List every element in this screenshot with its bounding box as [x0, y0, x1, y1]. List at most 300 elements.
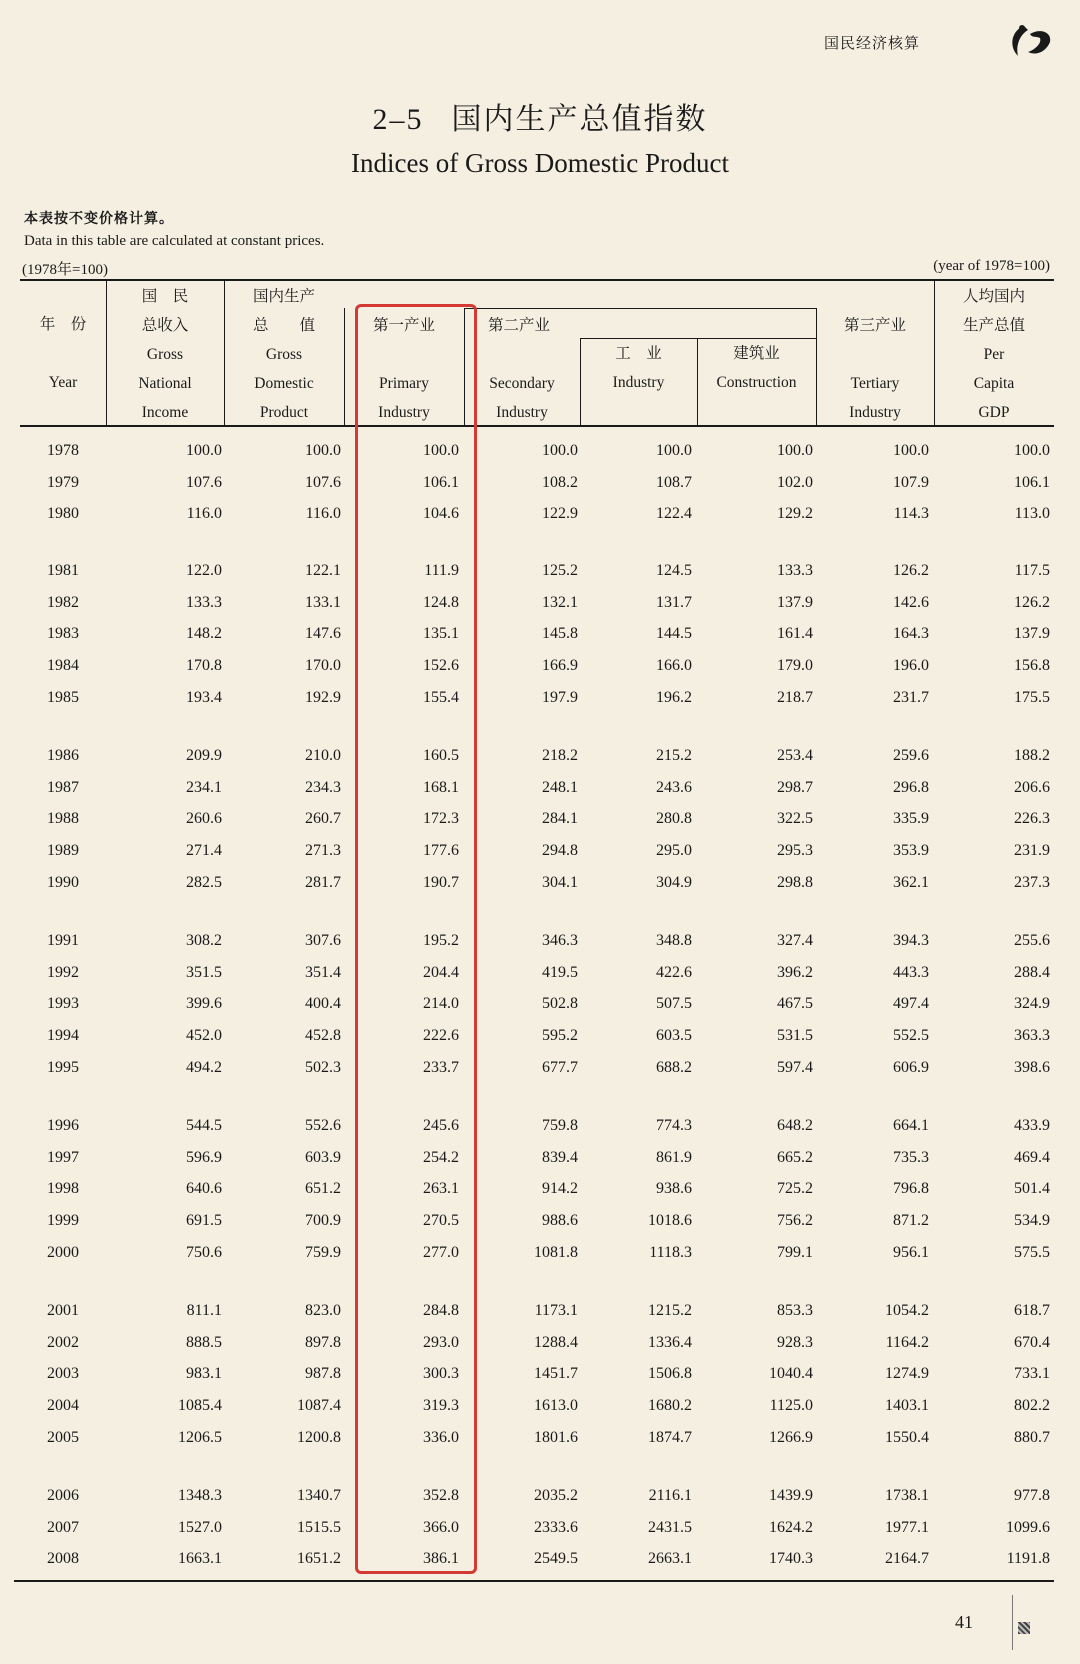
value-cell: 114.3: [893, 505, 929, 523]
value-cell: 823.0: [305, 1302, 341, 1319]
value-cell: 1288.4: [534, 1333, 578, 1351]
value-cell: 2333.6: [534, 1518, 578, 1536]
value-cell: 336.0: [423, 1428, 459, 1446]
value-cell: 750.6: [186, 1243, 222, 1261]
value-cell: 2663.1: [648, 1550, 692, 1568]
value-cell: 172.3: [423, 810, 459, 828]
table-row: [0, 1206, 1080, 1236]
value-cell: 111.9: [424, 562, 459, 579]
value-cell: 1663.1: [178, 1550, 222, 1568]
year-cell: 1999: [47, 1212, 79, 1230]
value-cell: 116.0: [305, 505, 341, 523]
value-cell: 606.9: [893, 1058, 929, 1076]
value-cell: 811.1: [186, 1302, 222, 1319]
value-cell: 155.4: [423, 688, 459, 706]
value-cell: 1515.5: [297, 1518, 341, 1536]
value-cell: 280.8: [656, 810, 692, 828]
header-year-en: Year: [48, 374, 78, 391]
value-cell: 234.1: [186, 778, 222, 796]
value-cell: 1527.0: [178, 1518, 222, 1536]
value-cell: 1740.3: [769, 1550, 813, 1568]
value-cell: 218.7: [777, 688, 813, 706]
base-year-cn: (1978年=100): [22, 262, 108, 278]
value-cell: 270.5: [423, 1212, 459, 1230]
header-tertiary-cn: 第三产业: [843, 317, 906, 334]
value-cell: 640.6: [186, 1180, 222, 1198]
header-gni: [106, 282, 224, 427]
table-row: [0, 588, 1080, 618]
value-cell: 254.2: [423, 1148, 459, 1166]
value-cell: 1336.4: [648, 1333, 692, 1351]
value-cell: 307.6: [305, 932, 341, 949]
year-cell: 1995: [47, 1058, 79, 1076]
year-cell: 1983: [47, 625, 79, 643]
value-cell: 277.0: [423, 1243, 459, 1261]
header-secondary: [464, 311, 580, 427]
year-cell: 2003: [47, 1365, 79, 1383]
table-row: [0, 651, 1080, 681]
value-cell: 1451.7: [534, 1365, 578, 1383]
value-cell: 1348.3: [178, 1487, 222, 1504]
value-cell: 603.5: [656, 1027, 692, 1045]
page-edge-line: [1012, 1595, 1013, 1650]
year-cell: 1979: [47, 473, 79, 491]
value-cell: 116.0: [186, 505, 222, 523]
value-cell: 664.1: [893, 1117, 929, 1134]
value-cell: 351.5: [186, 963, 222, 981]
header-tertiary: [816, 311, 934, 427]
value-cell: 248.1: [542, 778, 578, 796]
table-row: [0, 499, 1080, 529]
value-cell: 1266.9: [769, 1428, 813, 1446]
value-cell: 129.2: [777, 505, 813, 523]
value-cell: 142.6: [893, 593, 929, 611]
value-cell: 938.6: [656, 1180, 692, 1198]
value-cell: 735.3: [893, 1148, 929, 1166]
value-cell: 179.0: [777, 657, 813, 675]
value-cell: 100.0: [777, 442, 813, 459]
value-cell: 282.5: [186, 873, 222, 891]
value-cell: 977.8: [1014, 1487, 1050, 1504]
value-cell: 353.9: [893, 842, 929, 860]
value-cell: 497.4: [893, 995, 929, 1013]
header-secondary-en2: Industry: [496, 404, 548, 421]
value-cell: 237.3: [1014, 873, 1050, 891]
value-cell: 648.2: [777, 1117, 813, 1134]
value-cell: 1018.6: [648, 1212, 692, 1230]
value-cell: 117.5: [1014, 562, 1050, 579]
value-cell: 259.6: [893, 747, 929, 764]
value-cell: 253.4: [777, 747, 813, 764]
value-cell: 665.2: [777, 1148, 813, 1166]
year-cell: 2001: [47, 1302, 79, 1319]
value-cell: 398.6: [1014, 1058, 1050, 1076]
value-cell: 218.2: [542, 747, 578, 764]
value-cell: 928.3: [777, 1333, 813, 1351]
table-row: [0, 804, 1080, 834]
value-cell: 327.4: [777, 932, 813, 949]
value-cell: 175.5: [1014, 688, 1050, 706]
value-cell: 304.9: [656, 873, 692, 891]
header-construction-en: Construction: [716, 374, 797, 391]
value-cell: 281.7: [305, 873, 341, 891]
table-row: [0, 868, 1080, 898]
value-cell: 271.3: [305, 842, 341, 860]
secondary-group-rule: [464, 308, 816, 309]
value-cell: 507.5: [656, 995, 692, 1013]
running-head: 国民经济核算: [823, 36, 920, 52]
value-cell: 1164.2: [885, 1333, 929, 1351]
header-secondary-en1: Secondary: [489, 375, 555, 392]
value-cell: 100.0: [656, 442, 692, 459]
value-cell: 502.8: [542, 995, 578, 1013]
header-top-rule: [20, 279, 1054, 281]
value-cell: 107.9: [893, 473, 929, 491]
table-row: [0, 1021, 1080, 1051]
header-per-capita-en3: GDP: [978, 404, 1010, 421]
value-cell: 362.1: [893, 873, 929, 891]
year-cell: 1986: [47, 747, 79, 764]
value-cell: 133.3: [777, 562, 813, 579]
value-cell: 363.3: [1014, 1027, 1050, 1045]
year-cell: 1994: [47, 1027, 79, 1045]
value-cell: 452.8: [305, 1027, 341, 1045]
header-industry-cn: 工 业: [615, 345, 662, 362]
value-cell: 233.7: [423, 1058, 459, 1076]
value-cell: 494.2: [186, 1058, 222, 1076]
value-cell: 469.4: [1014, 1148, 1050, 1166]
table-row: [0, 1359, 1080, 1389]
value-cell: 122.4: [656, 505, 692, 523]
header-per-capita: [934, 282, 1054, 427]
header-gni-en2: National: [138, 375, 192, 392]
value-cell: 135.1: [423, 625, 459, 643]
value-cell: 897.8: [305, 1333, 341, 1351]
value-cell: 396.2: [777, 963, 813, 981]
value-cell: 100.0: [893, 442, 929, 459]
value-cell: 122.1: [305, 562, 341, 579]
table-row: [0, 926, 1080, 956]
table-row: [0, 1391, 1080, 1421]
value-cell: 293.0: [423, 1333, 459, 1351]
value-cell: 1206.5: [178, 1428, 222, 1446]
value-cell: 100.0: [1014, 442, 1050, 459]
value-cell: 190.7: [423, 873, 459, 891]
value-cell: 575.5: [1014, 1243, 1050, 1261]
value-cell: 595.2: [542, 1027, 578, 1045]
header-gni-en1: Gross: [146, 346, 184, 363]
value-cell: 308.2: [186, 932, 222, 949]
value-cell: 288.4: [1014, 963, 1050, 981]
value-cell: 1173.1: [534, 1302, 578, 1319]
value-cell: 1550.4: [885, 1428, 929, 1446]
value-cell: 161.4: [777, 625, 813, 643]
publisher-logo-icon: [1006, 20, 1054, 64]
value-cell: 132.1: [542, 593, 578, 611]
header-secondary-cn: 第二产业: [488, 317, 551, 334]
year-cell: 2007: [47, 1518, 79, 1536]
table-row: [0, 556, 1080, 586]
header-gni-en3: Income: [141, 404, 189, 421]
header-per-capita-cn2: 生产总值: [962, 317, 1025, 334]
header-construction-cn: 建筑业: [733, 345, 780, 362]
value-cell: 100.0: [423, 442, 459, 459]
year-cell: 1978: [47, 442, 79, 459]
value-cell: 137.9: [1014, 625, 1050, 643]
year-cell: 2002: [47, 1333, 79, 1351]
table-row: [0, 1544, 1080, 1574]
header-year: [20, 310, 106, 397]
value-cell: 170.0: [305, 657, 341, 675]
value-cell: 2431.5: [648, 1518, 692, 1536]
value-cell: 618.7: [1014, 1302, 1050, 1319]
value-cell: 284.1: [542, 810, 578, 828]
table-row: [0, 1328, 1080, 1358]
table-row: [0, 1481, 1080, 1511]
value-cell: 888.5: [186, 1333, 222, 1351]
value-cell: 188.2: [1014, 747, 1050, 764]
value-cell: 166.0: [656, 657, 692, 675]
header-year-cn: 年 份: [39, 316, 87, 333]
value-cell: 107.6: [305, 473, 341, 491]
value-cell: 319.3: [423, 1397, 459, 1415]
table-row: [0, 1111, 1080, 1141]
value-cell: 502.3: [305, 1058, 341, 1076]
value-cell: 271.4: [186, 842, 222, 860]
value-cell: 956.1: [893, 1243, 929, 1261]
value-cell: 983.1: [186, 1365, 222, 1383]
header-per-capita-en1: Per: [983, 346, 1005, 363]
table-row: [0, 989, 1080, 1019]
corner-mark-icon: [1018, 1622, 1030, 1634]
value-cell: 192.9: [305, 688, 341, 706]
table-bottom-rule: [14, 1580, 1054, 1582]
value-cell: 531.5: [777, 1027, 813, 1045]
value-cell: 300.3: [423, 1365, 459, 1383]
table-row: [0, 1143, 1080, 1173]
value-cell: 100.0: [186, 442, 222, 459]
value-cell: 799.1: [777, 1243, 813, 1261]
value-cell: 100.0: [542, 442, 578, 459]
value-cell: 108.7: [656, 473, 692, 491]
value-cell: 796.8: [893, 1180, 929, 1198]
value-cell: 126.2: [893, 562, 929, 579]
value-cell: 209.9: [186, 747, 222, 764]
value-cell: 335.9: [893, 810, 929, 828]
year-cell: 1996: [47, 1117, 79, 1134]
value-cell: 880.7: [1014, 1428, 1050, 1446]
value-cell: 1191.8: [1006, 1550, 1050, 1568]
value-cell: 133.1: [305, 593, 341, 611]
year-cell: 1982: [47, 593, 79, 611]
value-cell: 853.3: [777, 1302, 813, 1319]
year-cell: 1987: [47, 778, 79, 796]
value-cell: 122.0: [186, 562, 222, 579]
value-cell: 422.6: [656, 963, 692, 981]
header-gni-cn1: 国 民: [141, 288, 189, 305]
year-cell: 2004: [47, 1397, 79, 1415]
value-cell: 102.0: [777, 473, 813, 491]
value-cell: 107.6: [186, 473, 222, 491]
value-cell: 1977.1: [885, 1518, 929, 1536]
table-row: [0, 836, 1080, 866]
year-cell: 2000: [47, 1243, 79, 1261]
header-construction: [697, 339, 816, 397]
value-cell: 295.3: [777, 842, 813, 860]
value-cell: 147.6: [305, 625, 341, 643]
value-cell: 125.2: [542, 562, 578, 579]
value-cell: 467.5: [777, 995, 813, 1013]
header-per-capita-cn1: 人均国内: [962, 288, 1025, 305]
value-cell: 733.1: [1014, 1365, 1050, 1383]
value-cell: 210.0: [305, 747, 341, 764]
value-cell: 914.2: [542, 1180, 578, 1198]
table-title-cn: [0, 94, 1080, 138]
value-cell: 452.0: [186, 1027, 222, 1045]
year-cell: 1998: [47, 1180, 79, 1198]
value-cell: 346.3: [542, 932, 578, 949]
value-cell: 126.2: [1014, 593, 1050, 611]
table-row: [0, 619, 1080, 649]
value-cell: 214.0: [423, 995, 459, 1013]
value-cell: 597.4: [777, 1058, 813, 1076]
header-primary-en2: Industry: [378, 404, 430, 421]
value-cell: 255.6: [1014, 932, 1050, 949]
value-cell: 322.5: [777, 810, 813, 828]
value-cell: 1340.7: [297, 1487, 341, 1504]
value-cell: 170.8: [186, 657, 222, 675]
value-cell: 2164.7: [885, 1550, 929, 1568]
value-cell: 215.2: [656, 747, 692, 764]
value-cell: 759.9: [305, 1243, 341, 1261]
value-cell: 400.4: [305, 995, 341, 1013]
year-cell: 2005: [47, 1428, 79, 1446]
value-cell: 193.4: [186, 688, 222, 706]
value-cell: 1403.1: [885, 1397, 929, 1415]
value-cell: 156.8: [1014, 657, 1050, 675]
value-cell: 1200.8: [297, 1428, 341, 1446]
year-cell: 1988: [47, 810, 79, 828]
value-cell: 1087.4: [297, 1397, 341, 1415]
value-cell: 195.2: [423, 932, 459, 949]
year-cell: 2008: [47, 1550, 79, 1568]
value-cell: 394.3: [893, 932, 929, 949]
header-gdp-en1: Gross: [265, 346, 303, 363]
value-cell: 296.8: [893, 778, 929, 796]
table-row: [0, 1513, 1080, 1543]
header-gdp: [224, 282, 344, 427]
value-cell: 670.4: [1014, 1333, 1050, 1351]
value-cell: 1613.0: [534, 1397, 578, 1415]
table-title-en: Indices of Gross Domestic Product: [351, 148, 729, 178]
value-cell: 243.6: [656, 778, 692, 796]
value-cell: 352.8: [423, 1487, 459, 1504]
value-cell: 122.9: [542, 505, 578, 523]
value-cell: 1125.0: [769, 1397, 813, 1415]
value-cell: 386.1: [423, 1550, 459, 1568]
table-title-cn-text: 国内生产总值指数: [451, 103, 708, 136]
value-cell: 348.8: [656, 932, 692, 949]
value-cell: 725.2: [777, 1180, 813, 1198]
value-cell: 124.5: [656, 562, 692, 579]
value-cell: 802.2: [1014, 1397, 1050, 1415]
year-cell: 1984: [47, 657, 79, 675]
value-cell: 552.5: [893, 1027, 929, 1045]
table-row: [0, 683, 1080, 713]
table-row: [0, 1238, 1080, 1268]
value-cell: 1215.2: [648, 1302, 692, 1319]
value-cell: 196.2: [656, 688, 692, 706]
value-cell: 688.2: [656, 1058, 692, 1076]
table-row: [0, 1423, 1080, 1453]
value-cell: 226.3: [1014, 810, 1050, 828]
note-en: Data in this table are calculated at constant prices.: [24, 233, 325, 249]
value-cell: 756.2: [777, 1212, 813, 1230]
value-cell: 1081.8: [534, 1243, 578, 1261]
value-cell: 839.4: [542, 1148, 578, 1166]
value-cell: 137.9: [777, 593, 813, 611]
value-cell: 351.4: [305, 963, 341, 981]
value-cell: 596.9: [186, 1148, 222, 1166]
value-cell: 861.9: [656, 1148, 692, 1166]
header-gdp-en3: Product: [259, 404, 309, 421]
table-number: 2–5: [372, 103, 424, 136]
value-cell: 177.6: [423, 842, 459, 860]
year-cell: 1991: [47, 932, 79, 949]
value-cell: 1801.6: [534, 1428, 578, 1446]
value-cell: 987.8: [305, 1365, 341, 1383]
header-gdp-cn2: 总 值: [252, 317, 315, 334]
value-cell: 419.5: [542, 963, 578, 981]
value-cell: 222.6: [423, 1027, 459, 1045]
value-cell: 234.3: [305, 778, 341, 796]
value-cell: 298.8: [777, 873, 813, 891]
header-gdp-en2: Domestic: [254, 375, 314, 392]
value-cell: 324.9: [1014, 995, 1050, 1013]
value-cell: 1118.3: [649, 1243, 692, 1261]
value-cell: 206.6: [1014, 778, 1050, 796]
header-tertiary-en1: Tertiary: [850, 375, 900, 392]
value-cell: 284.8: [423, 1302, 459, 1319]
value-cell: 691.5: [186, 1212, 222, 1230]
value-cell: 166.9: [542, 657, 578, 675]
table-row: [0, 1296, 1080, 1326]
value-cell: 298.7: [777, 778, 813, 796]
value-cell: 1054.2: [885, 1302, 929, 1319]
value-cell: 152.6: [423, 657, 459, 675]
value-cell: 263.1: [423, 1180, 459, 1198]
value-cell: 1738.1: [885, 1487, 929, 1504]
year-cell: 1990: [47, 873, 79, 891]
value-cell: 1085.4: [178, 1397, 222, 1415]
value-cell: 1099.6: [1006, 1518, 1050, 1536]
value-cell: 700.9: [305, 1212, 341, 1230]
value-cell: 544.5: [186, 1117, 222, 1134]
value-cell: 603.9: [305, 1148, 341, 1166]
value-cell: 399.6: [186, 995, 222, 1013]
value-cell: 304.1: [542, 873, 578, 891]
year-cell: 1992: [47, 963, 79, 981]
value-cell: 196.0: [893, 657, 929, 675]
year-cell: 1989: [47, 842, 79, 860]
table-row: [0, 741, 1080, 771]
year-cell: 1997: [47, 1148, 79, 1166]
value-cell: 104.6: [423, 505, 459, 523]
value-cell: 295.0: [656, 842, 692, 860]
header-industry-en: Industry: [612, 374, 665, 391]
value-cell: 1680.2: [648, 1397, 692, 1415]
value-cell: 433.9: [1014, 1117, 1050, 1134]
